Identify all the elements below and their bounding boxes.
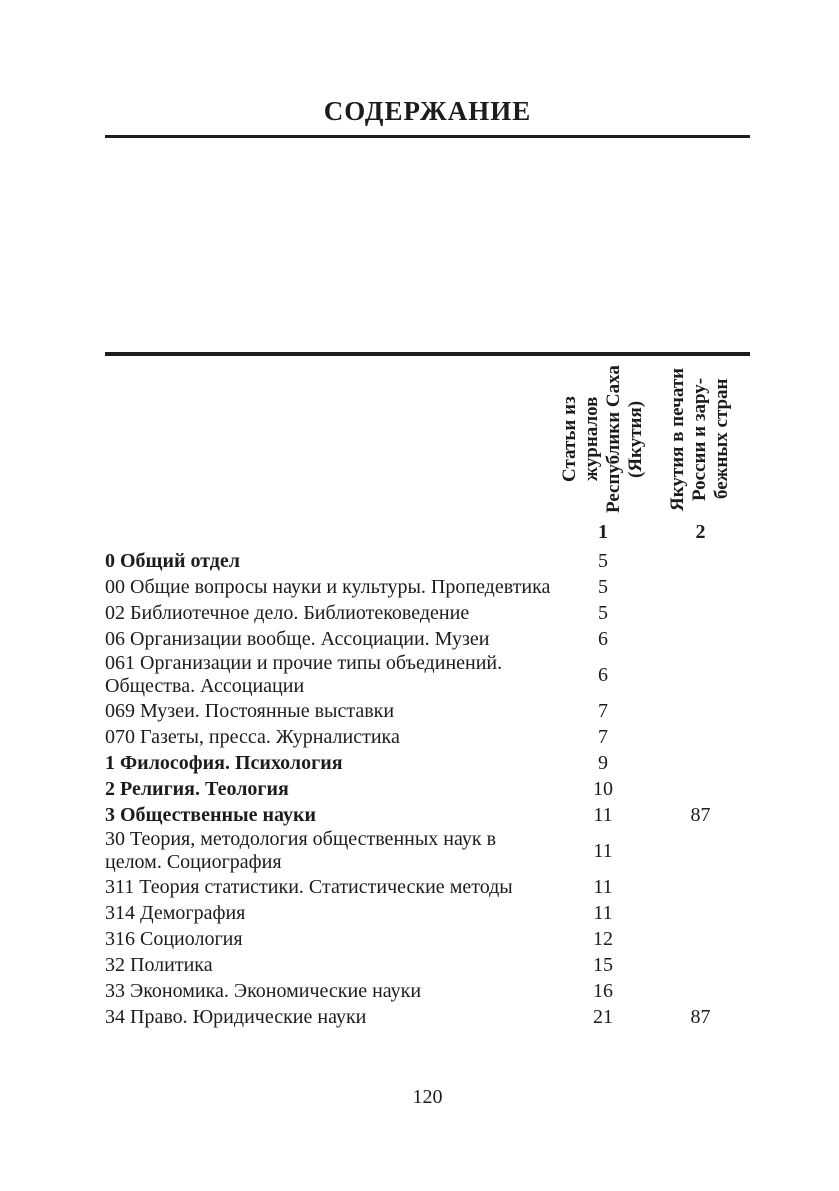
column-header-1-line: Статьи из xyxy=(559,396,580,482)
row-label: 069 Музеи. Постоянные выставки xyxy=(105,699,395,722)
table-row xyxy=(105,574,750,600)
row-col1-value: 15 xyxy=(593,953,613,976)
column-header-2-text xyxy=(667,360,733,518)
column-header-1-line: журналов xyxy=(581,396,602,482)
table-row xyxy=(105,926,750,952)
row-label: 34 Право. Юридические науки xyxy=(105,1005,367,1028)
row-label: 070 Газеты, пресса. Журналистика xyxy=(105,725,400,748)
row-col1-value: 21 xyxy=(593,1005,613,1028)
table-top-rule xyxy=(105,352,750,356)
table-row xyxy=(105,750,750,776)
column-header-yakutia-press xyxy=(653,360,747,518)
table-row xyxy=(105,874,750,900)
row-col1-value: 12 xyxy=(593,927,613,950)
column-header-1-line: Республики Саха xyxy=(603,365,624,513)
row-label: 0 Общий отдел xyxy=(105,549,240,572)
column-number-spacer xyxy=(105,521,555,544)
table-row xyxy=(105,548,750,574)
table-row xyxy=(105,900,750,926)
column-number-2: 2 xyxy=(695,521,706,543)
row-col1-value: 5 xyxy=(598,601,608,624)
row-label: 1 Философия. Психология xyxy=(105,751,343,774)
column-header-2-line: бежных стран xyxy=(711,378,732,500)
table-row xyxy=(105,626,750,652)
table-row xyxy=(105,698,750,724)
page-title: СОДЕРЖАНИЕ xyxy=(323,96,532,126)
row-col1-value: 11 xyxy=(593,803,613,826)
row-label: 061 Организации и прочие типы объединений. Общества. Ассоциации xyxy=(105,652,503,697)
column-header-2-line: России и зару- xyxy=(689,377,710,501)
row-col1-value: 16 xyxy=(593,979,613,1002)
row-label: 311 Теория статистики. Статистические методы xyxy=(105,875,513,898)
row-label: 3 Общественные науки xyxy=(105,803,317,826)
column-number-1: 1 xyxy=(598,521,608,543)
row-label: 32 Политика xyxy=(105,953,213,976)
row-label: 316 Социология xyxy=(105,927,243,950)
page-number: 120 xyxy=(412,1086,443,1108)
table-row xyxy=(105,1004,750,1030)
row-col1-value: 10 xyxy=(593,777,613,800)
row-label: 02 Библиотечное дело. Библиотековедение xyxy=(105,601,470,624)
row-col1-value: 7 xyxy=(598,725,608,748)
column-header-journals-sakha xyxy=(553,360,653,518)
row-label: 30 Теория, методология общественных наук в целом. Социография xyxy=(105,828,497,873)
table-row xyxy=(105,776,750,802)
column-number-row xyxy=(105,521,750,544)
column-header-1-line: (Якутия) xyxy=(625,400,646,478)
row-col2-value: 87 xyxy=(690,803,711,826)
row-label: 00 Общие вопросы науки и культуры. Пропедевтика xyxy=(105,575,551,598)
table-row xyxy=(105,828,750,874)
row-col1-value: 11 xyxy=(593,901,613,924)
row-col1-value: 7 xyxy=(598,699,608,722)
row-col2-value: 87 xyxy=(690,1005,711,1028)
row-col1-value: 5 xyxy=(598,549,608,572)
row-label: 314 Демография xyxy=(105,901,246,924)
row-col1-value: 6 xyxy=(598,627,608,650)
row-label: 2 Религия. Теология xyxy=(105,777,289,800)
toc-table xyxy=(105,548,750,1030)
row-label: 33 Экономика. Экономические науки xyxy=(105,979,422,1002)
table-row xyxy=(105,600,750,626)
title-rule xyxy=(105,135,750,138)
row-col1-value: 9 xyxy=(598,751,608,774)
row-col1-value: 11 xyxy=(593,839,613,862)
column-header-2-line: Якутия в печати xyxy=(667,367,688,511)
table-row xyxy=(105,652,750,698)
row-col1-value: 6 xyxy=(598,663,608,686)
table-row xyxy=(105,978,750,1004)
table-row xyxy=(105,952,750,978)
row-label: 06 Организации вообще. Ассоциации. Музеи xyxy=(105,627,490,650)
row-col1-value: 11 xyxy=(593,875,613,898)
row-col1-value: 5 xyxy=(598,575,608,598)
table-row xyxy=(105,724,750,750)
column-header-1-text xyxy=(559,360,647,518)
table-row xyxy=(105,802,750,828)
